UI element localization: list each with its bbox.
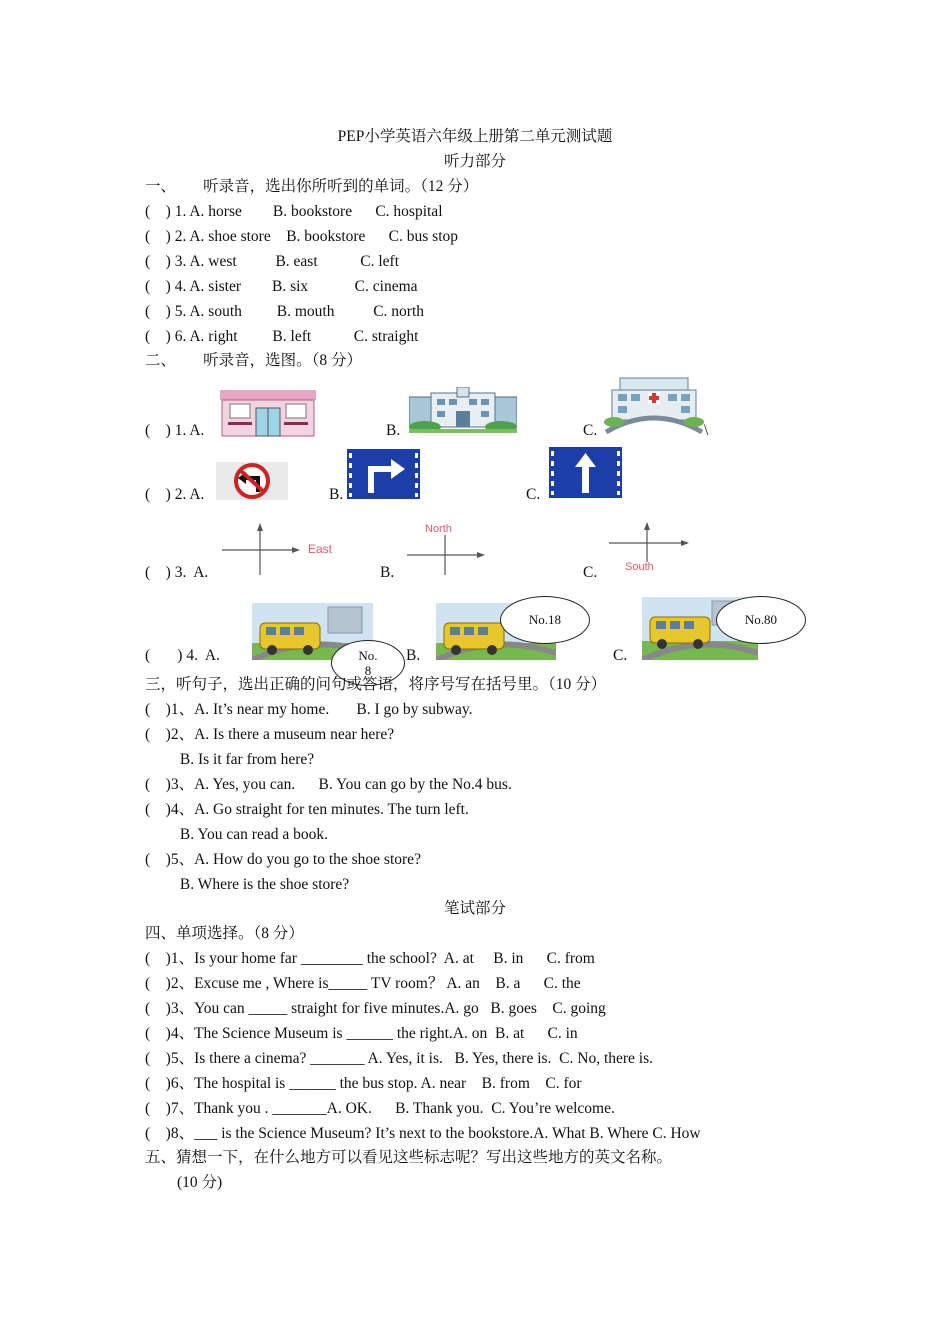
s2-q3-c-label: C. [583, 564, 598, 581]
s1-item-5: ( ) 5. A. south B. mouth C. north [145, 303, 425, 320]
s3-line-7: ( )5、A. How do you go to the shoe store? [145, 851, 421, 868]
bus-number-bubble-a: No. 8 [331, 640, 405, 686]
s3-line-3: B. Is it far from here? [145, 751, 315, 768]
east-label: East [308, 542, 333, 556]
s3-line-8: B. Where is the shoe store? [145, 876, 350, 893]
section-5-points: (10 分) [177, 1174, 223, 1191]
s4-line-5: ( )5、Is there a cinema? _______ A. Yes, it is. B. Yes, there is. C. No, there is. [145, 1050, 654, 1067]
s3-line-4: ( )3、A. Yes, you can. B. You can go by the No.4 bus. [145, 776, 512, 793]
section-1-heading: 一、 听录音，选出你所听到的单词。（12 分） [145, 178, 479, 195]
go-straight-sign-image [549, 447, 622, 498]
hospital-building-image [604, 374, 704, 434]
s1-item-2: ( ) 2. A. shoe store B. bookstore C. bus stop [145, 228, 459, 245]
s2-q4-number: ( ) 4. A. [145, 647, 220, 664]
s3-line-6: B. You can read a book. [145, 826, 328, 843]
north-label: North [425, 523, 452, 535]
s2-q2-b-label: B. [329, 486, 344, 503]
s2-q1-b-label: B. [386, 422, 401, 439]
turn-right-sign-image [347, 449, 420, 499]
s1-item-6: ( ) 6. A. right B. left C. straight [145, 328, 419, 345]
section-3-heading: 三，听句子，选出正确的问句或答语，将序号写在括号里。（10 分） [145, 676, 607, 693]
s2-q1-c-label: C. [583, 422, 598, 439]
s2-q3-number: ( ) 3. A. [145, 564, 209, 581]
s4-line-1: ( )1、Is your home far ________ the school? A. at B. in C. from [145, 950, 595, 967]
s4-line-8: ( )8、___ is the Science Museum? It’s next to the bookstore.A. What B. Where C. How [145, 1125, 701, 1142]
shop-building-image [218, 390, 318, 438]
writing-heading: 笔试部分 [443, 900, 506, 917]
s2-q1-tail: \ [704, 422, 709, 439]
s3-line-1: ( )1、A. It’s near my home. B. I go by subway. [145, 701, 473, 718]
bus-number-bubble-b: No.18 [500, 596, 590, 644]
s4-line-4: ( )4、The Science Museum is ______ the right.A. on B. at C. in [145, 1025, 578, 1042]
bus-number-bubble-c: No.80 [716, 596, 806, 644]
no-left-turn-sign-image [216, 462, 288, 500]
north-direction-image [407, 535, 485, 575]
south-label: South [625, 561, 654, 573]
section-4-heading: 四、单项选择。（8 分） [145, 925, 304, 942]
s3-line-5: ( )4、A. Go straight for ten minutes. The turn left. [145, 801, 469, 818]
s2-q3-b-label: B. [380, 564, 395, 581]
s3-line-2: ( )2、A. Is there a museum near here? [145, 726, 395, 743]
school-building-image [409, 387, 517, 433]
page-title: PEP小学英语六年级上册第二单元测试题 [337, 128, 613, 145]
s2-q1-number: ( ) 1. A. [145, 422, 205, 439]
east-direction-image [222, 523, 300, 575]
south-direction-image [609, 522, 689, 562]
s2-q2-number: ( ) 2. A. [145, 486, 205, 503]
s2-q4-b-label: B. [406, 647, 421, 664]
section-2-heading: 二、 听录音，选图。（8 分） [145, 352, 363, 369]
s1-item-3: ( ) 3. A. west B. east C. left [145, 253, 400, 270]
s2-q4-c-label: C. [613, 647, 628, 664]
s2-q2-c-label: C. [526, 486, 541, 503]
s1-item-4: ( ) 4. A. sister B. six C. cinema [145, 278, 418, 295]
s4-line-6: ( )6、The hospital is ______ the bus stop. A. near B. from C. for [145, 1075, 582, 1092]
s4-line-2: ( )2、Excuse me , Where is_____ TV room？ A. an B. a C. the [145, 975, 581, 992]
listening-heading: 听力部分 [443, 153, 506, 170]
s4-line-7: ( )7、Thank you . _______A. OK. B. Thank you. C. You’re welcome. [145, 1100, 615, 1117]
s4-line-3: ( )3、You can _____ straight for five minutes.A. go B. goes C. going [145, 1000, 606, 1017]
s1-item-1: ( ) 1. A. horse B. bookstore C. hospital [145, 203, 443, 220]
section-5-heading: 五、猜想一下，在什么地方可以看见这些标志呢？写出这些地方的英文名称。 [145, 1149, 673, 1166]
